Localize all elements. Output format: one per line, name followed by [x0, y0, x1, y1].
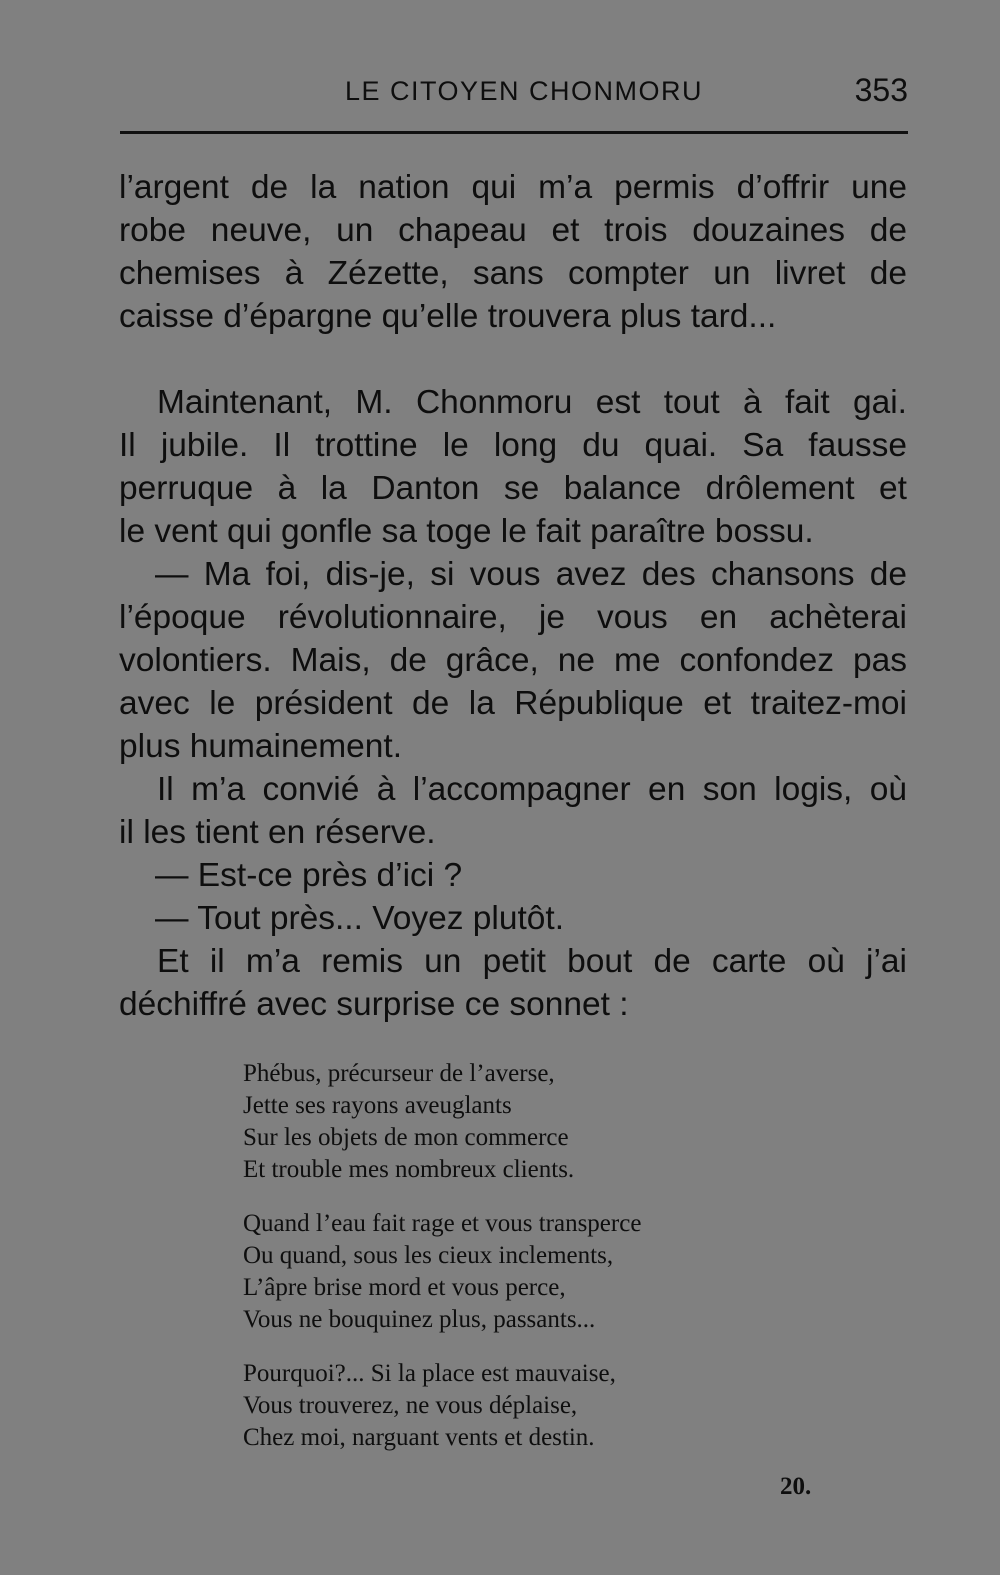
page-number: 353: [854, 72, 908, 108]
text-line: avec le président de la République et traitez-moi: [119, 685, 907, 722]
text-line: déchiffré avec surprise ce sonnet :: [119, 986, 629, 1023]
text-line: chemises à Zézette, sans compter un livret de: [119, 255, 907, 292]
verse-line: Sur les objets de mon commerce: [243, 1124, 569, 1151]
text-line: robe neuve, un chapeau et trois douzaines de: [119, 212, 907, 249]
stanza-gap: [243, 1186, 803, 1208]
running-title: LE CITOYEN CHONMORU: [345, 76, 704, 106]
text-line: Il jubile. Il trottine le long du quai. Sa fausse: [119, 427, 907, 464]
stanza-2: [243, 1208, 803, 1336]
text-line: volontiers. Mais, de grâce, ne me confondez pas: [119, 642, 907, 679]
stanza-1: [243, 1058, 803, 1186]
text-line: Il m’a convié à l’accompagner en son logis, où: [157, 771, 907, 808]
text-line: Et il m’a remis un petit bout de carte où j’ai: [157, 943, 907, 980]
printer-signature-mark: 20.: [780, 1473, 812, 1500]
verse-line: Vous ne bouquinez plus, passants...: [243, 1306, 596, 1333]
body-text: [119, 166, 907, 1026]
verse-line: Ou quand, sous les cieux inclements,: [243, 1242, 614, 1269]
verse-line: Pourquoi?... Si la place est mauvaise,: [243, 1360, 616, 1387]
stanza-gap: [243, 1336, 803, 1358]
sonnet: [243, 1058, 803, 1454]
text-line: — Tout près... Voyez plutôt.: [155, 900, 565, 937]
text-line: il les tient en réserve.: [119, 814, 436, 851]
paragraph-gap: [119, 338, 907, 381]
verse-line: Quand l’eau fait rage et vous transperce: [243, 1210, 642, 1237]
verse-line: L’âpre brise mord et vous perce,: [243, 1274, 566, 1301]
text-line: l’époque révolutionnaire, je vous en achèterai: [119, 599, 907, 636]
verse-line: Et trouble mes nombreux clients.: [243, 1156, 575, 1183]
text-line: l’argent de la nation qui m’a permis d’offrir une: [119, 169, 907, 206]
stanza-3: [243, 1358, 803, 1454]
text-line: Maintenant, M. Chonmoru est tout à fait gai.: [157, 384, 907, 421]
text-line: le vent qui gonfle sa toge le fait paraître bossu.: [119, 513, 814, 550]
text-line: caisse d’épargne qu’elle trouvera plus tard...: [119, 298, 777, 335]
verse-line: Jette ses rayons aveuglants: [243, 1092, 512, 1119]
header-rule: [120, 131, 908, 134]
verse-line: Phébus, précurseur de l’averse,: [243, 1060, 555, 1087]
verse-line: Chez moi, narguant vents et destin.: [243, 1424, 595, 1451]
verse-line: Vous trouverez, ne vous déplaise,: [243, 1392, 578, 1419]
running-header: [120, 70, 910, 112]
text-line: — Ma foi, dis-je, si vous avez des chansons de: [155, 556, 907, 593]
text-line: — Est-ce près d’ici ?: [155, 857, 463, 894]
text-line: plus humainement.: [119, 728, 403, 765]
text-line: perruque à la Danton se balance drôlement et: [119, 470, 907, 507]
